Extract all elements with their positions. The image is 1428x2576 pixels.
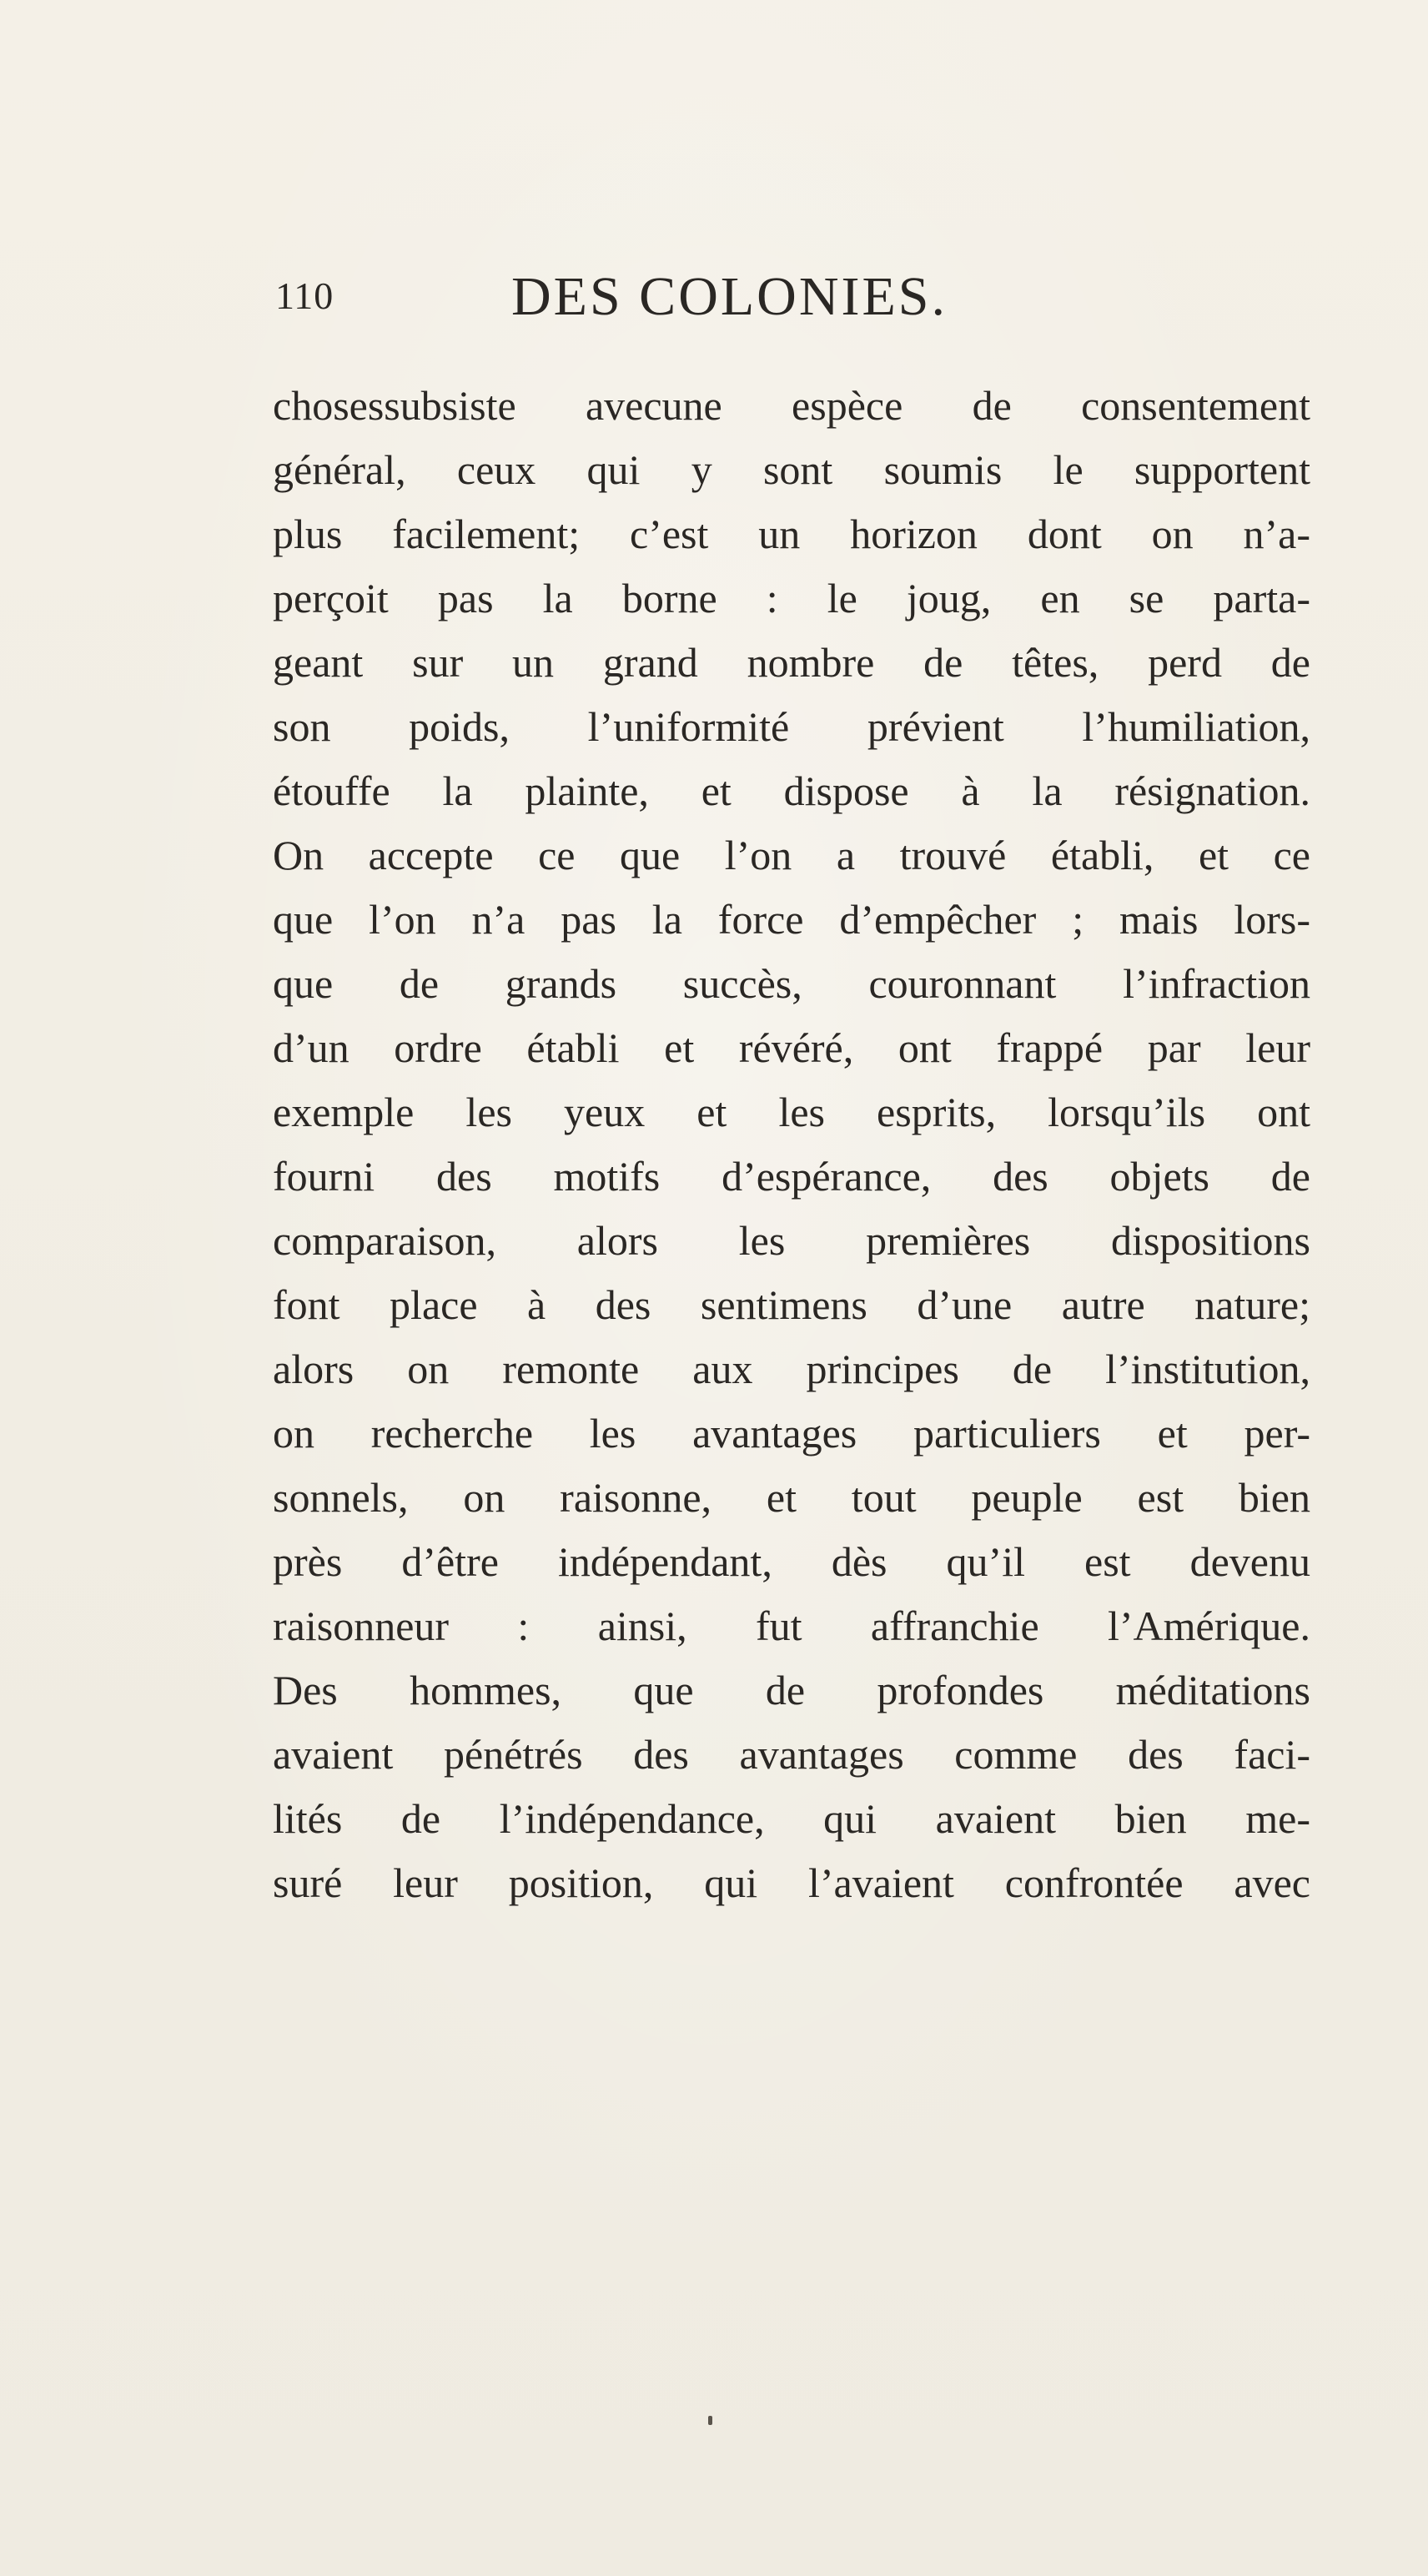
page-number: 110 xyxy=(275,274,334,317)
text-line: chosessubsiste avecune espèce de consentement xyxy=(273,382,1310,429)
text-line: perçoit pas la borne : le joug, en se parta- xyxy=(273,575,1310,621)
text-line: que de grands succès, couronnant l’infraction xyxy=(273,960,1310,1007)
text-line: sonnels, on raisonne, et tout peuple est bien xyxy=(273,1474,1310,1521)
text-line: comparaison, alors les premières dispositions xyxy=(273,1217,1310,1264)
text-line: geant sur un grand nombre de têtes, perd de xyxy=(273,639,1310,686)
page-header xyxy=(275,265,1293,349)
text-line: général, ceux qui y sont soumis le supportent xyxy=(273,446,1310,493)
text-line: font place à des sentimens d’une autre nature; xyxy=(273,1281,1310,1328)
text-line: avaient pénétrés des avantages comme des faci- xyxy=(273,1731,1310,1778)
text-line: Des hommes, que de profondes méditations xyxy=(273,1667,1310,1713)
text-line: On accepte ce que l’on a trouvé établi, et ce xyxy=(273,832,1310,878)
body-text xyxy=(273,374,1310,1915)
running-title: DES COLONIES. xyxy=(511,266,948,327)
text-line: alors on remonte aux principes de l’institution, xyxy=(273,1346,1310,1392)
text-line: raisonneur : ainsi, fut affranchie l’Amérique. xyxy=(273,1602,1310,1649)
text-line: lités de l’indépendance, qui avaient bien me- xyxy=(273,1795,1310,1842)
print-mark xyxy=(708,2416,712,2425)
text-line: d’un ordre établi et révéré, ont frappé par leur xyxy=(273,1024,1310,1071)
text-line: fourni des motifs d’espérance, des objets de xyxy=(273,1153,1310,1200)
text-line: son poids, l’uniformité prévient l’humiliation, xyxy=(273,703,1310,750)
text-line: plus facilement; c’est un horizon dont on n’a- xyxy=(273,511,1310,557)
text-line: on recherche les avantages particuliers et per- xyxy=(273,1410,1310,1457)
text-line: exemple les yeux et les esprits, lorsqu’ils ont xyxy=(273,1089,1310,1135)
text-line: étouffe la plainte, et dispose à la résignation. xyxy=(273,767,1310,814)
text-line: que l’on n’a pas la force d’empêcher ; mais lors- xyxy=(273,896,1310,943)
text-line: près d’être indépendant, dès qu’il est devenu xyxy=(273,1538,1310,1585)
text-line: suré leur position, qui l’avaient confrontée avec xyxy=(273,1859,1310,1906)
